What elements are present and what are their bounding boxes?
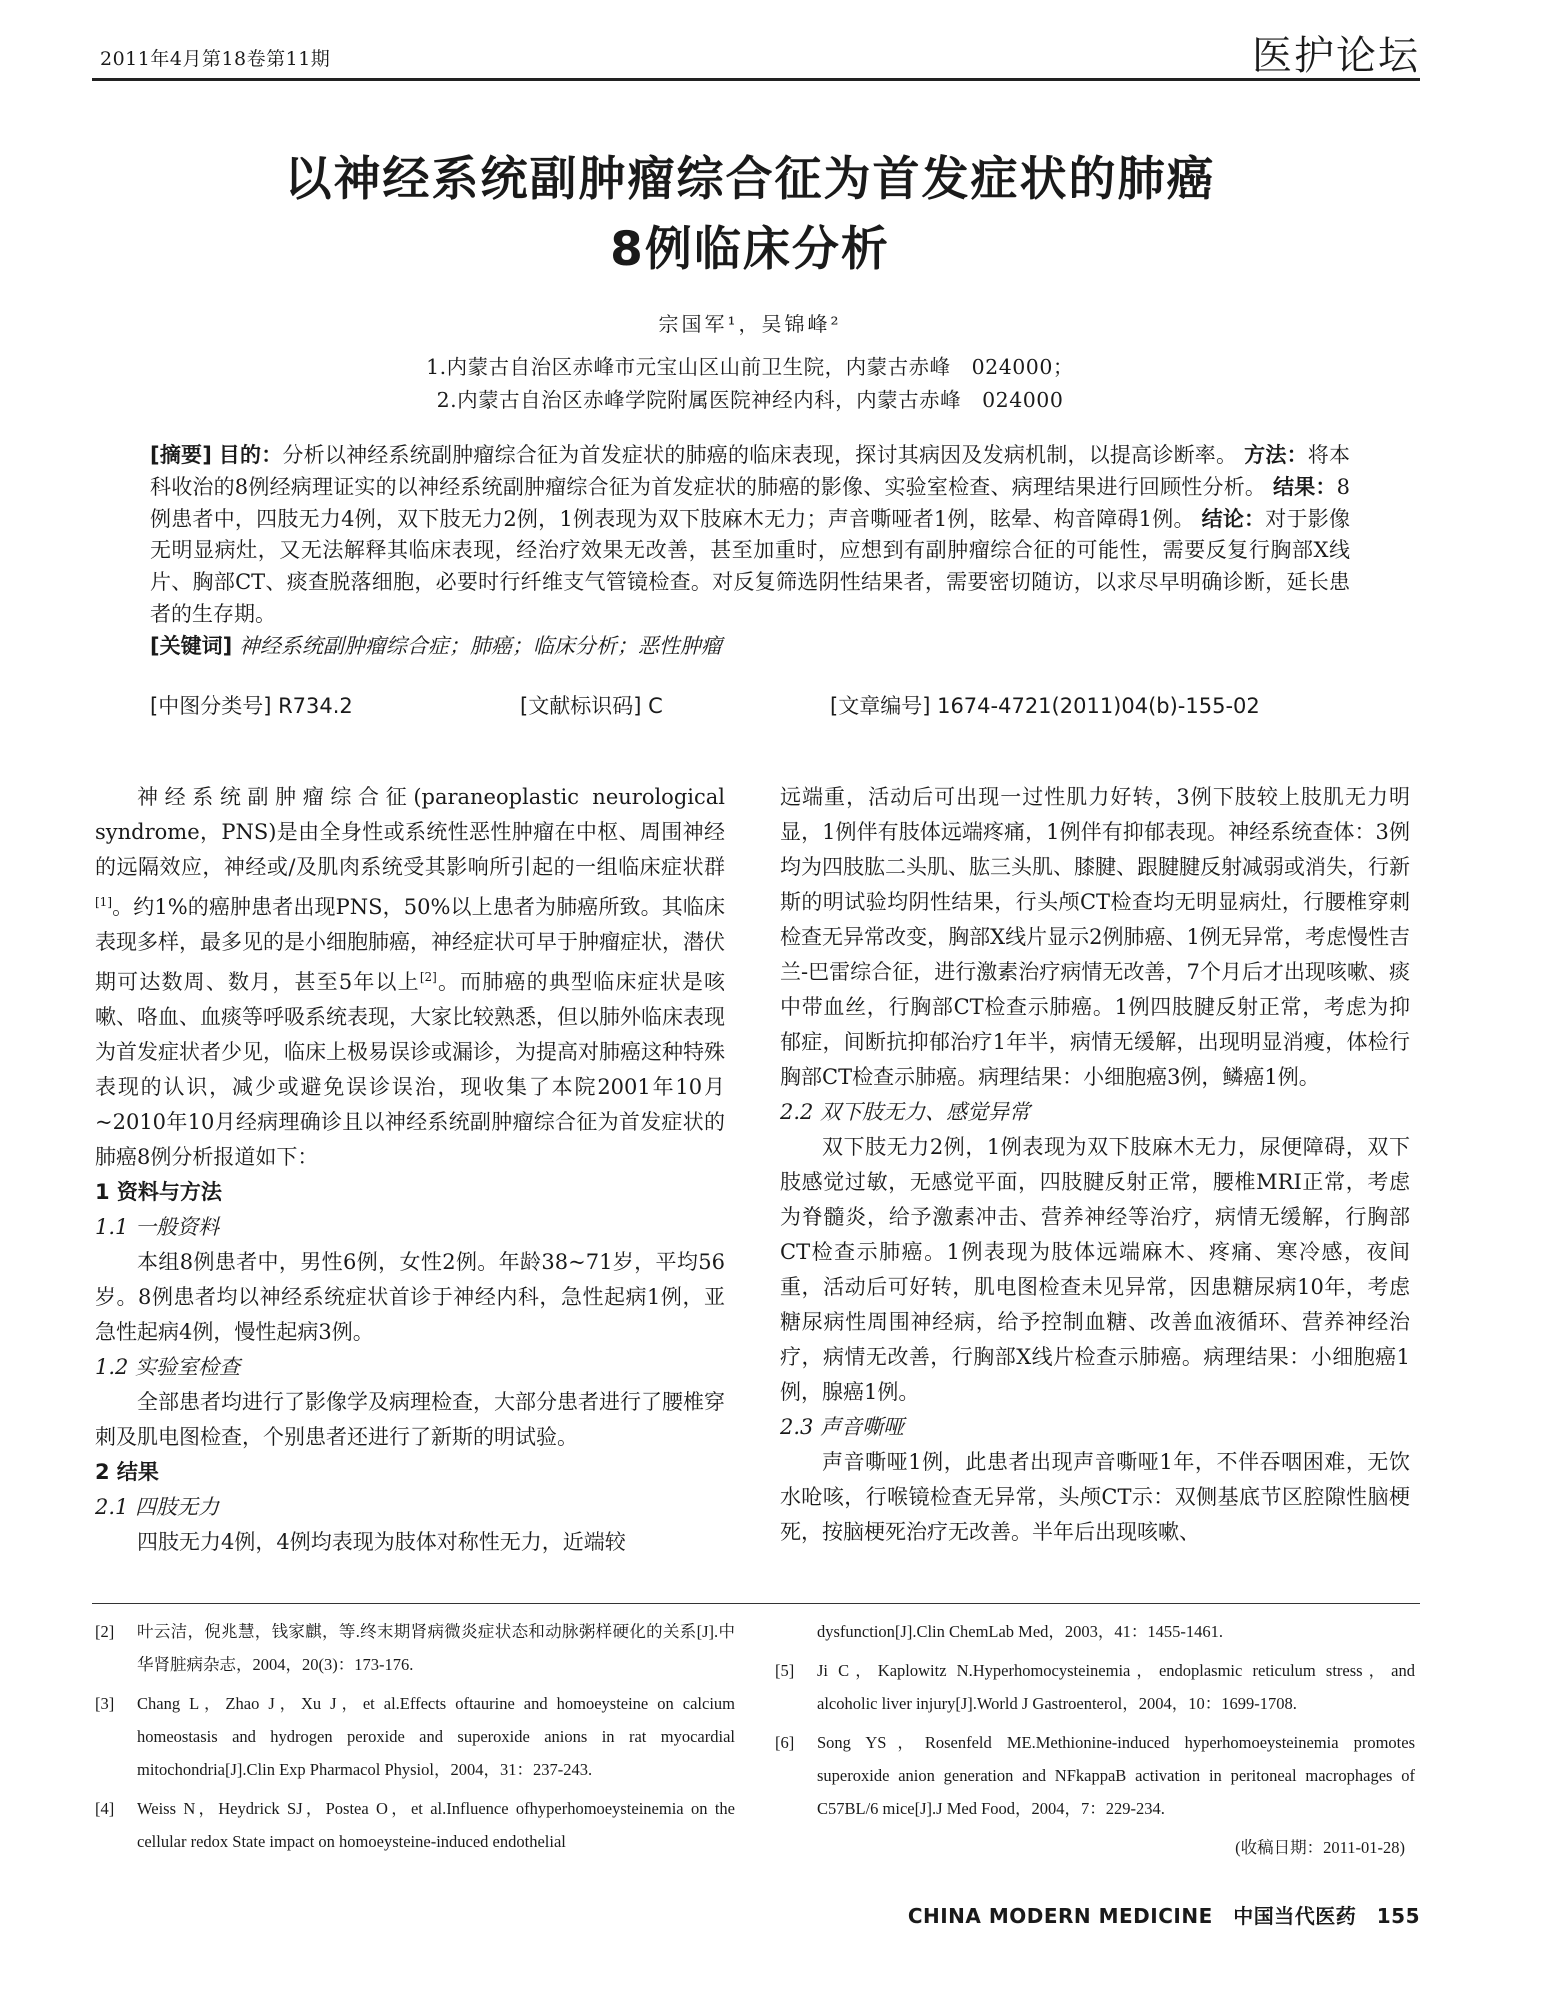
clc-field [150,690,353,720]
subsection-heading-1-2: 1.2 实验室检查 [95,1355,241,1379]
clc-label: [中图分类号] [150,694,272,718]
methods-text: 将本科收治的8例经病理证实的以神经系统副肿瘤综合征为首发症状的肺癌的影像、实验室检查、病理结果进行回顾性分析。 [150,443,1351,499]
authors: 宗国军¹，吴锦峰² [658,312,842,336]
doc-code-field [520,690,663,720]
objective-text: 分析以神经系统副肿瘤综合征为首发症状的肺癌的临床表现，探讨其病因及发病机制，以提高诊断率。 [282,443,1238,467]
reference-number: [3] [95,1694,115,1713]
paragraph-2-1-start: 四肢无力4例，4例均表现为肢体对称性无力，近端较 [137,1530,626,1554]
keywords-label: [关键词] [150,633,233,658]
header-divider [92,78,1420,81]
results-label: 结果： [1273,474,1337,499]
reference-item [95,1792,735,1858]
methods-label: 方法： [1244,443,1308,467]
paragraph-2-3: 声音嘶哑1例，此患者出现声音嘶哑1年，不伴吞咽困难，无饮水呛咳，行喉镜检查无异常，头颅CT示：双侧基底节区腔隙性脑梗死，按脑梗死治疗无改善。半年后出现咳嗽、 [780,1450,1410,1544]
abstract-label: [摘要] [150,443,212,467]
section-title: 医护论坛 [1252,33,1420,79]
intro-paragraph [95,780,725,1175]
reference-item [775,1726,1415,1825]
title-line-2: 8例临床分析 [610,222,890,277]
references-right [775,1615,1415,1864]
paragraph-1-2: 全部患者均进行了影像学及病理检查，大部分患者进行了腰椎穿刺及肌电图检查，个别患者还进行了新斯的明试验。 [95,1390,725,1449]
section-heading-1: 1 资料与方法 [95,1180,222,1204]
reference-number: [5] [775,1661,795,1680]
journal-footer: CHINA MODERN MEDICINE 中国当代医药 155 [907,1904,1420,1928]
reference-item [775,1654,1415,1720]
issue-info: 2011年4月第18卷第11期 [100,48,331,70]
objective-label: 目的： [218,443,283,467]
body-column-left [95,780,725,1560]
reference-item [95,1687,735,1786]
subsection-heading-2-1: 2.1 四肢无力 [95,1495,220,1519]
citation-1: [1] [95,895,112,909]
article-no-field [830,690,1260,720]
reference-number: [4] [95,1799,115,1818]
citation-2: [2] [419,970,437,984]
reference-text: Ji C，Kaplowitz N.Hyperhomocysteinemia，endoplasmic reticulum stress，and alcoholic liver injury[J].World J Gastroenterol，2004，10：1699-1708. [817,1661,1415,1713]
reference-text: Weiss N，Heydrick SJ，Postea O，et al.Influence ofhyperhomoeysteinemia on the cellular redox State impact on homoeysteine-induced endothelial [137,1799,735,1851]
intro-text-a: 神经系统副肿瘤综合征(paraneoplastic neurological syndrome，PNS)是由全身性或系统性恶性肿瘤在中枢、周围神经的远隔效应，神经或/及肌肉系统受其影响所引起的一组临床症状群 [95,785,725,879]
body-column-right [780,780,1410,1550]
doc-code-value: C [648,694,663,718]
intro-text-c: 。而肺癌的典型临床症状是咳嗽、咯血、血痰等呼吸系统表现，大家比较熟悉，但以肺外临床表现为首发症状者少见，临床上极易误诊或漏诊，为提高对肺癌这种特殊表现的认识，减少或避免误诊误治，现收集了本院2001年10月~2010年10月经病理确诊且以神经系统副肿瘤综合征为首发症状的肺癌8例分析报道如下： [95,970,725,1169]
paragraph-2-1-cont: 远端重，活动后可出现一过性肌力好转，3例下肢较上肢肌无力明显，1例伴有肢体远端疼痛，1例伴有抑郁表现。神经系统查体：3例均为四肢肱二头肌、肱三头肌、膝腱、跟腱腱反射减弱或消失，行新斯的明试验均阴性结果，行头颅CT检查均无明显病灶，行腰椎穿刺检查无异常改变，胸部X线片显示2例肺癌、1例无异常，考虑慢性吉兰-巴雷综合征，进行激素治疗病情无改善，7个月后才出现咳嗽、痰中带血丝，行胸部CT检查示肺癌。1例四肢腱反射正常，考虑为抑郁症，间断抗抑郁治疗1年半，病情无缓解，出现明显消瘦，体检行胸部CT检查示肺癌。病理结果：小细胞癌3例，鳞癌1例。 [780,785,1410,1089]
received-date: (收稿日期：2011-01-28) [1235,1838,1405,1857]
reference-text: Chang L，Zhao J，Xu J，et al.Effects oftaurine and homoeysteine on calcium homeostasis and hydrogen peroxide and superoxide anions in rat myocardial mitochondria[J].Clin Exp Pharmacol Physiol，2004，31：237-243. [137,1694,735,1779]
references-divider [92,1603,1420,1604]
affiliation-2: 2.内蒙古自治区赤峰学院附属医院神经内科，内蒙古赤峰 024000 [436,388,1064,412]
section-heading-2: 2 结果 [95,1460,159,1484]
reference-text: 叶云洁，倪兆慧，钱家麒，等.终末期肾病微炎症状态和动脉粥样硬化的关系[J].中华肾脏病杂志，2004，20(3)：173-176. [137,1622,735,1674]
references-left [95,1615,735,1864]
affiliation-1: 1.内蒙古自治区赤峰市元宝山区山前卫生院，内蒙古赤峰 024000； [426,355,1074,379]
keywords-text: 神经系统副肿瘤综合症；肺癌；临床分析；恶性肿瘤 [238,633,722,658]
subsection-heading-2-3: 2.3 声音嘶哑 [780,1415,905,1439]
results-text: 8例患者中，四肢无力4例，双下肢无力2例，1例表现为双下肢麻木无力；声音嘶哑者1例，眩晕、构音障碍1例。 [150,474,1350,531]
reference-item [95,1615,735,1681]
reference-number: [2] [95,1622,115,1641]
doc-code-label: [文献标识码] [520,694,642,718]
intro-text-b: 。约1%的癌肿患者出现PNS，50%以上患者为肺癌所致。其临床表现多样，最多见的是小细胞肺癌，神经症状可早于肿瘤症状，潜伏期可达数周、数月，甚至5年以上 [95,895,725,994]
subsection-heading-2-2: 2.2 双下肢无力、感觉异常 [780,1100,1031,1124]
title-line-1: 以神经系统副肿瘤综合征为首发症状的肺癌 [284,152,1216,207]
reference-text: Song YS，Rosenfeld ME.Methionine-induced hyperhomoeysteinemia promotes superoxide anion generation and NFkappaB activation in peritoneal macrophages of C57BL/6 mice[J].J Med Food，2004，7：229-234. [817,1733,1415,1818]
article-no-value: 1674-4721(2011)04(b)-155-02 [937,694,1260,718]
article-no-label: [文章编号] [830,694,931,718]
abstract [150,440,1350,663]
conclusion-label: 结论： [1201,506,1266,531]
conclusion-text: 对于影像无明显病灶，又无法解释其临床表现，经治疗效果无改善，甚至加重时，应想到有副肿瘤综合征的可能性，需要反复行胸部X线片、胸部CT、痰查脱落细胞，必要时行纤维支气管镜检查。对反复筛选阴性结果者，需要密切随访，以求尽早明确诊断，延长患者的生存期。 [150,506,1350,626]
clc-value: R734.2 [278,694,353,718]
article-title [150,145,1350,285]
subsection-heading-1-1: 1.1 一般资料 [95,1215,220,1239]
paragraph-2-2: 双下肢无力2例，1例表现为双下肢麻木无力，尿便障碍，双下肢感觉过敏，无感觉平面，四肢腱反射正常，腰椎MRI正常，考虑为脊髓炎，给予激素冲击、营养神经等治疗，病情无缓解，行胸部CT检查示肺癌。1例表现为肢体远端麻木、疼痛、寒冷感，夜间重，活动后可好转，肌电图检查未见异常，因患糖尿病10年，考虑糖尿病性周围神经病，给予控制血糖、改善血液循环、营养神经治疗，病情无改善，行胸部X线片检查示肺癌。病理结果：小细胞癌1例，腺癌1例。 [780,1135,1410,1404]
paragraph-1-1: 本组8例患者中，男性6例，女性2例。年龄38~71岁，平均56岁。8例患者均以神经系统症状首诊于神经内科，急性起病1例，亚急性起病4例，慢性起病3例。 [95,1250,725,1344]
reference-number: [6] [775,1733,795,1752]
reference-continuation: dysfunction[J].Clin ChemLab Med，2003，41：1455-1461. [817,1622,1224,1641]
